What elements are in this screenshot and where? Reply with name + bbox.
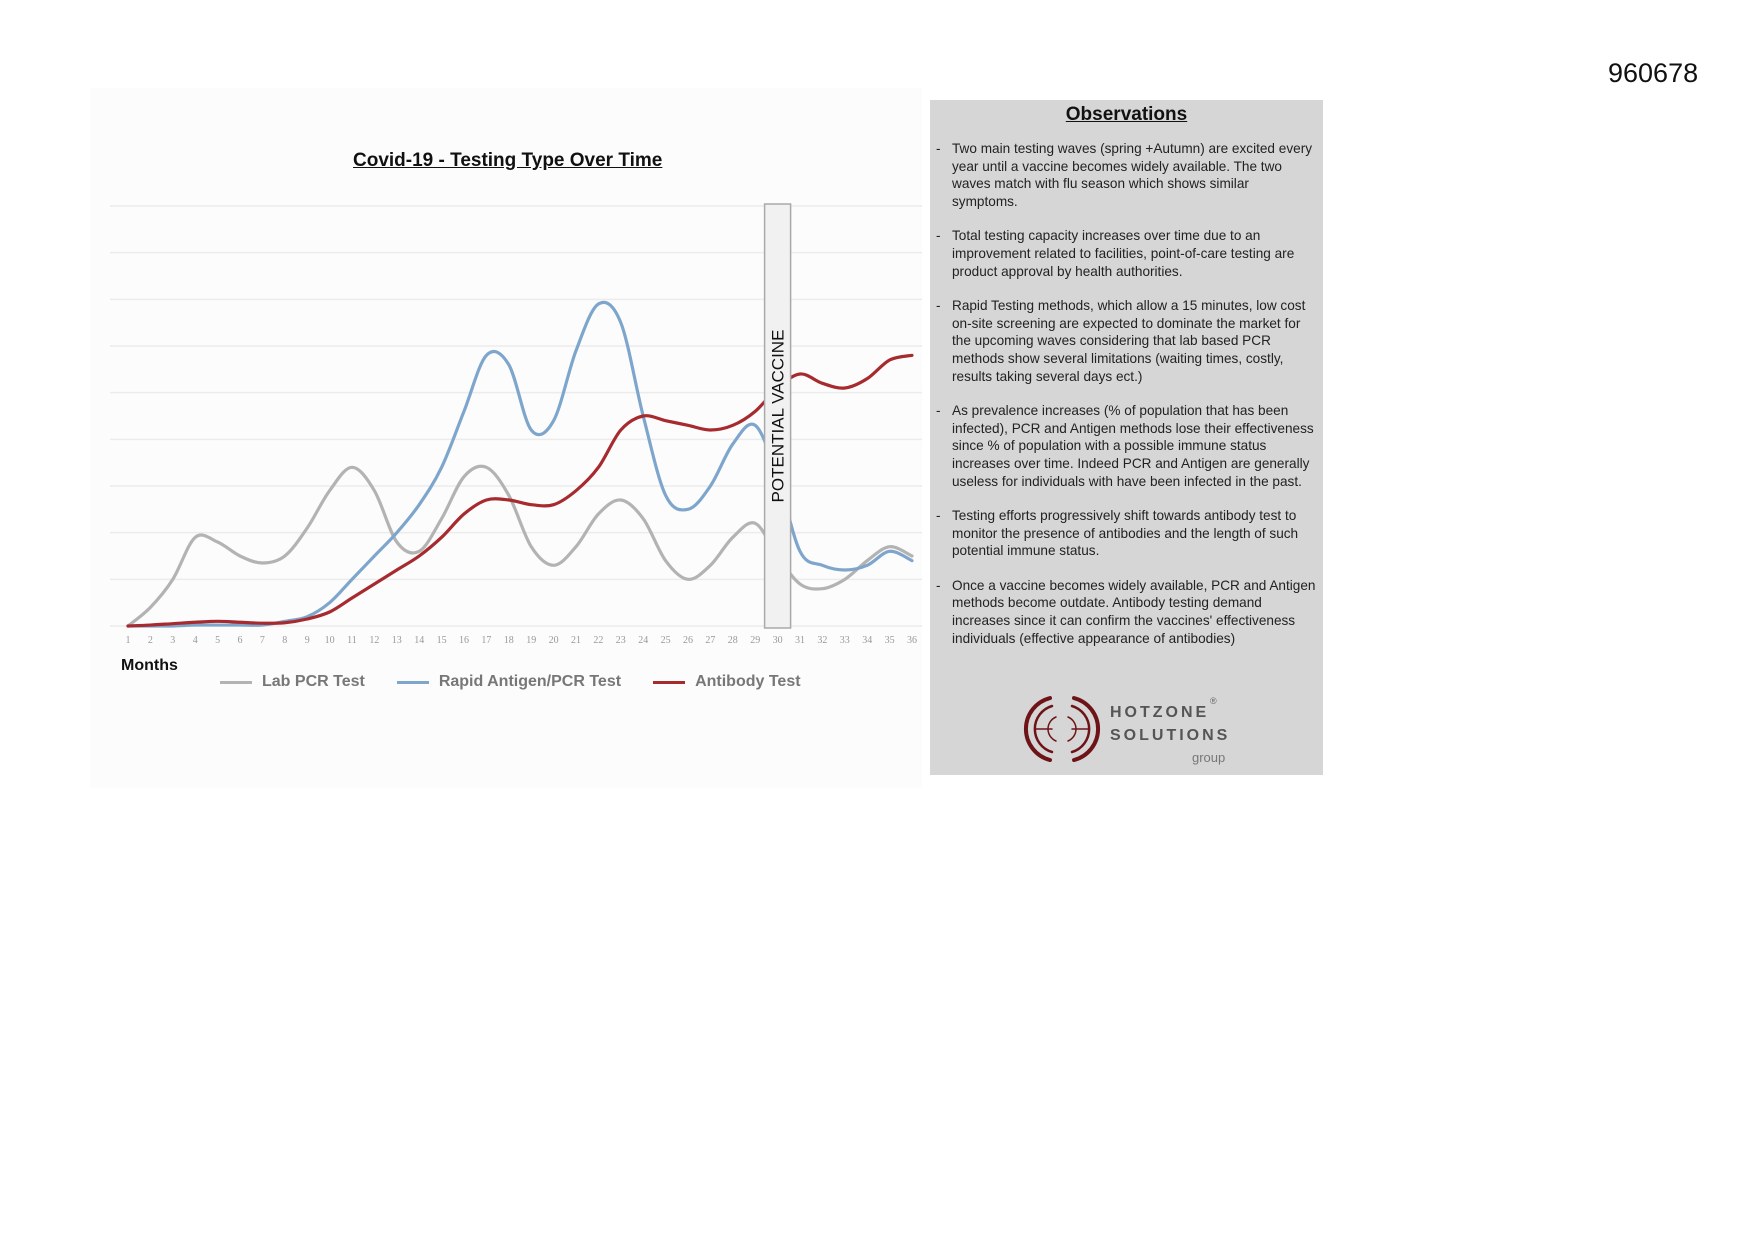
x-tick-label: 18	[503, 635, 514, 646]
x-tick-label: 28	[727, 635, 738, 646]
x-axis-label: Months	[121, 657, 178, 674]
x-tick-label: 12	[369, 635, 380, 646]
x-tick-label: 29	[750, 635, 761, 646]
observation-item: - Once a vaccine becomes widely available, PCR and Antigen methods become outdate. Antibody testing demand increases since it can confirm the vaccines' effectiveness individuals (effective appearance of antibodies)	[934, 577, 1317, 647]
x-tick-label: 33	[839, 635, 850, 646]
hotzone-logo-icon	[1022, 692, 1102, 766]
x-tick-label: 21	[571, 635, 581, 646]
x-tick-label: 27	[705, 635, 716, 646]
x-tick-label: 23	[615, 635, 626, 646]
chart-title: Covid-19 - Testing Type Over Time	[353, 150, 663, 171]
x-tick-label: 1	[125, 635, 131, 646]
legend-item-lab-pcr	[220, 673, 365, 691]
x-tick-label: 13	[391, 635, 402, 646]
observation-item: - Two main testing waves (spring +Autumn) are excited every year until a vaccine becomes widely available. The two waves match with flu season which shows similar symptoms.	[934, 140, 1317, 210]
legend-swatch-rapid-antigen	[397, 681, 429, 684]
legend-label: Lab PCR Test	[262, 673, 365, 690]
x-tick-label: 6	[237, 635, 243, 646]
x-tick-label: 4	[192, 635, 198, 646]
x-tick-label: 14	[414, 635, 425, 646]
legend-swatch-lab-pcr	[220, 681, 252, 684]
vaccine-label: POTENTIAL VACCINE	[768, 329, 788, 503]
legend-item-antibody	[653, 673, 800, 691]
x-tick-label: 20	[548, 635, 559, 646]
logo-text-hotzone: HOTZONE	[1110, 704, 1210, 721]
x-tick-label: 8	[282, 635, 288, 646]
line-chart	[90, 88, 922, 688]
observations-title: Observations	[1065, 104, 1188, 125]
observations-panel	[930, 100, 1323, 775]
series-line-lab-pcr	[128, 466, 912, 626]
legend-label: Rapid Antigen/PCR Test	[438, 673, 622, 690]
chart-panel	[90, 88, 922, 788]
x-tick-label: 2	[147, 635, 153, 646]
x-tick-label: 16	[459, 635, 469, 646]
chart-legend	[220, 673, 801, 691]
x-tick-label: 25	[660, 635, 671, 646]
x-tick-label: 30	[772, 635, 783, 646]
observation-item: - Total testing capacity increases over time due to an improvement related to facilities, point-of-care testing are product approval by health authorities.	[934, 227, 1317, 280]
logo-text-group: group	[1192, 750, 1226, 765]
hotzone-logo	[1022, 692, 1252, 766]
x-tick-label: 32	[817, 635, 828, 646]
document-id: 960678	[1608, 58, 1699, 88]
legend-label: Antibody Test	[695, 673, 801, 690]
x-tick-label: 24	[638, 635, 649, 646]
x-tick-label: 3	[170, 635, 176, 646]
x-tick-label: 35	[884, 635, 895, 646]
x-tick-label: 34	[862, 635, 873, 646]
observations-list	[930, 140, 1323, 647]
x-tick-label: 19	[526, 635, 537, 646]
legend-swatch-antibody	[653, 681, 685, 684]
logo-text-solutions: SOLUTIONS	[1110, 727, 1231, 744]
x-tick-label: 11	[347, 635, 357, 646]
x-tick-label: 36	[907, 635, 917, 646]
observation-item: - Testing efforts progressively shift towards antibody test to monitor the presence of antibodies and the length of such potential immune status.	[934, 507, 1317, 560]
x-tick-label: 5	[215, 635, 221, 646]
x-tick-label: 22	[593, 635, 604, 646]
x-tick-label: 15	[436, 635, 447, 646]
x-tick-label: 26	[683, 635, 693, 646]
legend-item-rapid-antigen	[397, 673, 621, 691]
x-tick-label: 9	[304, 635, 310, 646]
x-tick-label: 7	[259, 635, 265, 646]
x-tick-label: 31	[795, 635, 805, 646]
observation-item: - As prevalence increases (% of population that has been infected), PCR and Antigen methods lose their effectiveness since % of population with a possible immune status increases over time. Indeed PCR and Antigen are generally useless for individuals with have been infected in the past.	[934, 402, 1317, 490]
logo-registered-mark: ®	[1210, 696, 1217, 706]
x-tick-label: 10	[324, 635, 335, 646]
observation-item: - Rapid Testing methods, which allow a 15 minutes, low cost on-site screening are expected to dominate the market for the upcoming waves considering that lab based PCR methods show several limitations (waiting times, costly, results taking several days ect.)	[934, 297, 1317, 385]
x-tick-label: 17	[481, 635, 492, 646]
